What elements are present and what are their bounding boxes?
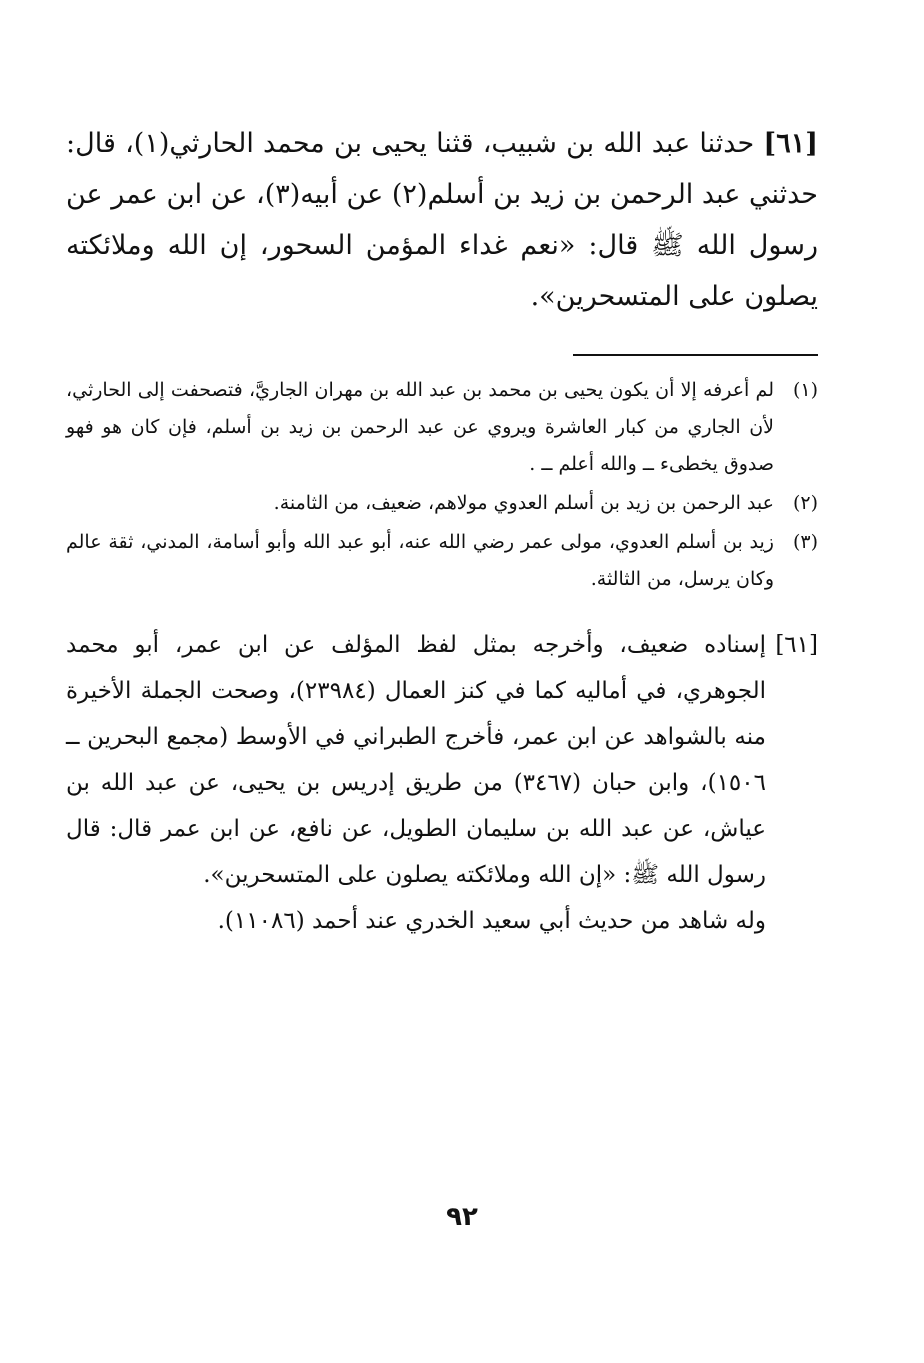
- hadith-text: حدثنا عبد الله بن شبيب، قثنا يحيى بن محمد الحارثي(١)، قال: حدثني عبد الرحمن بن زيد بن أسلم(٢) عن أبيه(٣)، عن ابن عمر عن رسول الله ﷺ قال: «نعم غداء المؤمن السحور، إن الله وملائكته يصلون على المتسحرين».: [66, 128, 818, 312]
- footnote-text: زيد بن أسلم العدوي، مولى عمر رضي الله عنه، أبو عبد الله وأبو أسامة، المدني، ثقة عالم وكان يرسل، من الثالثة.: [66, 531, 774, 590]
- page-number: ٩٢: [446, 1202, 478, 1232]
- commentary-block: [66, 622, 818, 944]
- footnote-item: [66, 485, 818, 522]
- commentary-paragraph: إسناده ضعيف، وأخرجه بمثل لفظ المؤلف عن ابن عمر، أبو محمد الجوهري، في أماليه كما في كنز العمال (٢٣٩٨٤)، وصحت الجملة الأخيرة منه بالشواهد عن ابن عمر، فأخرج الطبراني في الأوسط (مجمع البحرين ــ ١٥٠٦)، وابن حبان (٣٤٦٧) من طريق إدريس بن يحيى، عن عبد الله بن عياش، عن عبد الله بن سليمان الطويل، عن نافع، عن ابن عمر قال: قال رسول الله ﷺ: «إن الله وملائكته يصلون على المتسحرين».: [66, 632, 766, 888]
- commentary-number: [٦١]: [775, 632, 818, 658]
- footnote-item: [66, 524, 818, 598]
- hadith-text-block: [66, 118, 818, 322]
- page-content: [66, 118, 818, 944]
- hadith-number: [٦١]: [763, 128, 818, 159]
- footnote-number: (١): [792, 379, 818, 401]
- footnote-number: (٢): [792, 492, 818, 514]
- footnote-text: عبد الرحمن بن زيد بن أسلم العدوي مولاهم، ضعيف، من الثامنة.: [273, 492, 774, 514]
- commentary-paragraph: وله شاهد من حديث أبي سعيد الخدري عند أحمد (١١٠٨٦).: [217, 908, 766, 934]
- commentary-body: [66, 622, 766, 944]
- footnote-text: لم أعرفه إلا أن يكون يحيى بن محمد بن عبد الله بن مهران الجاريَّ، فتصحفت إلى الحارثي، لأن الجاري من كبار العاشرة ويروي عن عبد الرحمن بن زيد بن أسلم، فإن كان هو فهو صدوق يخطىء ــ والله أعلم ــ .: [66, 379, 774, 475]
- footnotes-list: [66, 372, 818, 598]
- footnote-item: [66, 372, 818, 483]
- footnote-divider: [573, 354, 818, 356]
- footnote-number: (٣): [792, 531, 818, 553]
